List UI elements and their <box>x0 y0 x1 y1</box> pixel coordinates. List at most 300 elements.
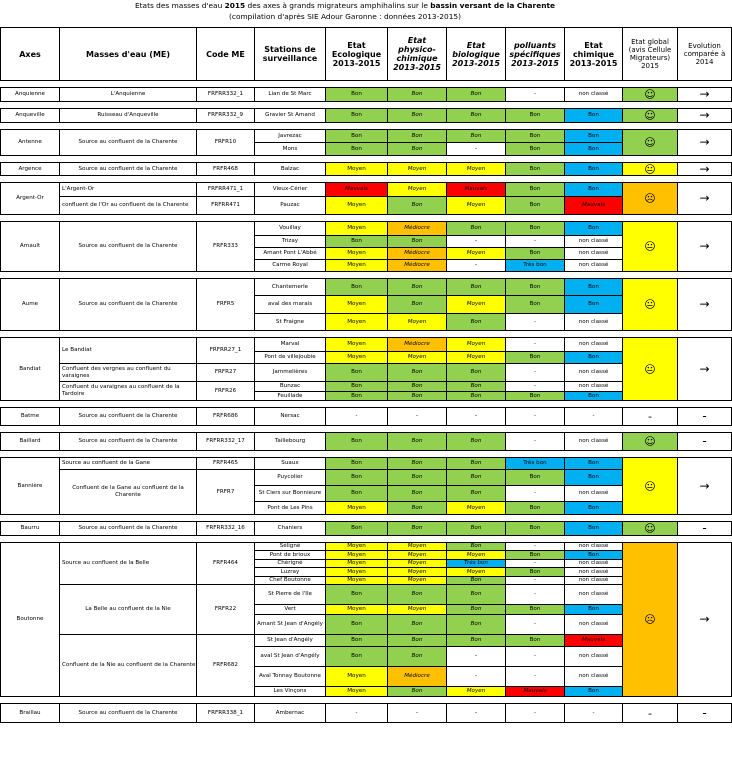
status-polluants: Très bon <box>506 458 565 470</box>
title-basin: bassin versant de la Charente <box>430 1 556 10</box>
status-physico: Moyen <box>388 568 447 577</box>
status-polluants: - <box>506 338 565 352</box>
station-name: Les Vinçons <box>255 687 326 697</box>
evolution-arrow-icon: → <box>678 163 732 176</box>
status-polluants: Mauvais <box>506 687 565 697</box>
status-chimique: non classé <box>565 260 623 272</box>
table-row <box>1 183 732 197</box>
station-name: Suaux <box>255 458 326 470</box>
status-chimique: Bon <box>565 296 623 314</box>
station-name: Gravier St Amand <box>255 109 326 123</box>
table-row <box>1 704 732 723</box>
status-chimique: Bon <box>565 222 623 236</box>
status-ecologique: Moyen <box>326 605 388 615</box>
status-biologique: Bon <box>447 486 506 502</box>
evolution-arrow-icon: - <box>678 433 732 451</box>
separator-cell <box>1 331 732 338</box>
status-biologique: - <box>447 704 506 723</box>
axe-cell: Bandiat <box>1 338 60 401</box>
header-ecologique: Etat Ecologique 2013-2015 <box>326 28 388 81</box>
status-ecologique: Moyen <box>326 502 388 515</box>
masse-eau-name: Le Bandiat <box>60 338 197 364</box>
masse-eau-name: Source au confluent de la Belle <box>60 543 197 585</box>
table-row <box>1 279 732 296</box>
station-name: Javrezac <box>255 130 326 143</box>
status-biologique: Moyen <box>447 296 506 314</box>
group-separator <box>1 156 732 163</box>
station-name: aval St Jean d'Angély <box>255 647 326 667</box>
status-physico: Moyen <box>388 577 447 585</box>
status-biologique: Très bon <box>447 560 506 568</box>
global-status-icon: 😐 <box>623 163 678 176</box>
group-separator <box>1 426 732 433</box>
station-name: Pont de brioux <box>255 551 326 560</box>
global-status-icon: ☺ <box>623 130 678 156</box>
status-chimique: non classé <box>565 314 623 331</box>
global-status-icon: ☺ <box>623 109 678 123</box>
status-polluants: - <box>506 408 565 426</box>
status-physico: Bon <box>388 635 447 647</box>
status-chimique: Bon <box>565 551 623 560</box>
table-row <box>1 382 732 392</box>
status-physico: Bon <box>388 687 447 697</box>
header-polluants: polluants spécifiques 2013-2015 <box>506 28 565 81</box>
status-polluants: - <box>506 585 565 605</box>
status-chimique: Mauvais <box>565 635 623 647</box>
station-name: Amant St Jean d'Angély <box>255 615 326 635</box>
status-physico: Moyen <box>388 163 447 176</box>
station-name: Vieux-Cérier <box>255 183 326 197</box>
status-ecologique: Bon <box>326 470 388 486</box>
header-axes: Axes <box>1 28 60 81</box>
status-physico: Bon <box>388 458 447 470</box>
status-ecologique: Bon <box>326 382 388 392</box>
status-polluants: Bon <box>506 352 565 364</box>
status-polluants: Bon <box>506 605 565 615</box>
status-physico: Moyen <box>388 352 447 364</box>
status-ecologique: Bon <box>326 236 388 248</box>
table-row <box>1 522 732 536</box>
separator-cell <box>1 401 732 408</box>
status-polluants: - <box>506 667 565 687</box>
masse-eau-code: FRFRR332_1 <box>197 88 255 102</box>
status-chimique: Bon <box>565 470 623 486</box>
status-ecologique: - <box>326 408 388 426</box>
status-chimique: Bon <box>565 522 623 536</box>
status-chimique: non classé <box>565 364 623 382</box>
status-polluants: - <box>506 433 565 451</box>
status-ecologique: Bon <box>326 109 388 123</box>
status-biologique: - <box>447 667 506 687</box>
station-name: Puycolier <box>255 470 326 486</box>
status-biologique: Moyen <box>447 568 506 577</box>
status-chimique: non classé <box>565 667 623 687</box>
status-physico: Médiocre <box>388 222 447 236</box>
masse-eau-code: FRFRR338_1 <box>197 704 255 723</box>
status-ecologique: Bon <box>326 88 388 102</box>
status-biologique: Bon <box>447 577 506 585</box>
global-status-icon: ☹ <box>623 183 678 215</box>
axe-cell: Anquienne <box>1 88 60 102</box>
status-biologique: - <box>447 647 506 667</box>
status-ecologique: Bon <box>326 433 388 451</box>
status-polluants: - <box>506 364 565 382</box>
group-separator <box>1 123 732 130</box>
status-ecologique: Moyen <box>326 568 388 577</box>
masse-eau-name: L'Argent-Or <box>60 183 197 197</box>
status-ecologique: Moyen <box>326 543 388 551</box>
station-name: Chérigné <box>255 560 326 568</box>
status-physico: Bon <box>388 392 447 401</box>
table-row <box>1 197 732 215</box>
status-ecologique: Moyen <box>326 338 388 352</box>
masse-eau-name: Source au confluent de la Charente <box>60 433 197 451</box>
masse-eau-code: FRFR333 <box>197 222 255 272</box>
group-separator <box>1 331 732 338</box>
masse-eau-name: Source au confluent de la Charente <box>60 704 197 723</box>
station-name: Nersac <box>255 408 326 426</box>
status-ecologique: Bon <box>326 143 388 156</box>
evolution-arrow-icon: → <box>678 109 732 123</box>
status-biologique: Bon <box>447 130 506 143</box>
table-row <box>1 338 732 352</box>
masse-eau-name: Source au confluent de la Charente <box>60 522 197 536</box>
status-polluants: - <box>506 382 565 392</box>
status-biologique: - <box>447 408 506 426</box>
status-biologique: Moyen <box>447 551 506 560</box>
masse-eau-name: La Belle au confluent de la Nie <box>60 585 197 635</box>
header-evolution: Evolution comparée à 2014 <box>678 28 732 81</box>
masse-eau-code: FRFR465 <box>197 458 255 470</box>
masse-eau-code: FRFRR332_9 <box>197 109 255 123</box>
status-physico: Bon <box>388 197 447 215</box>
evolution-arrow-icon: → <box>678 88 732 102</box>
status-biologique: - <box>447 143 506 156</box>
station-name: Séligné <box>255 543 326 551</box>
title-subtitle: (compilation d'après SIE Adour Garonne : données 2013-2015) <box>229 12 461 21</box>
masse-eau-name: Source au confluent de la Charente <box>60 222 197 272</box>
status-physico: Bon <box>388 130 447 143</box>
station-name: Aval Tonnay Boutonne <box>255 667 326 687</box>
station-name: St Jean d'Angély <box>255 635 326 647</box>
header-global: Etat global (avis Cellule Migrateurs) 2015 <box>623 28 678 81</box>
status-polluants: Bon <box>506 635 565 647</box>
global-status-icon: - <box>623 704 678 723</box>
table-row <box>1 543 732 551</box>
masse-eau-name: confluent de l'Or au confluent de la Charente <box>60 197 197 215</box>
station-name: St Ciers sur Bonnieure <box>255 486 326 502</box>
masse-eau-code: FRFR682 <box>197 635 255 697</box>
status-polluants: - <box>506 615 565 635</box>
status-biologique: Moyen <box>447 502 506 515</box>
header-row <box>1 28 732 81</box>
masse-eau-code: FRFR22 <box>197 585 255 635</box>
axe-cell: Arnault <box>1 222 60 272</box>
header-physico: Etat physico-chimique 2013-2015 <box>388 28 447 81</box>
group-separator <box>1 272 732 279</box>
status-biologique: Bon <box>447 364 506 382</box>
table-row <box>1 109 732 123</box>
status-chimique: Bon <box>565 130 623 143</box>
status-chimique: - <box>565 704 623 723</box>
status-polluants: Bon <box>506 470 565 486</box>
status-ecologique: Bon <box>326 647 388 667</box>
status-physico: Bon <box>388 486 447 502</box>
status-chimique: non classé <box>565 486 623 502</box>
status-ecologique: Bon <box>326 615 388 635</box>
separator-cell <box>1 81 732 88</box>
status-ecologique: Bon <box>326 130 388 143</box>
status-polluants: Bon <box>506 248 565 260</box>
status-biologique: Bon <box>447 222 506 236</box>
status-physico: Bon <box>388 109 447 123</box>
masse-eau-code: FRFR5 <box>197 279 255 331</box>
title-part: Etats des masses d'eau <box>134 1 225 10</box>
status-chimique: non classé <box>565 338 623 352</box>
station-name: Carme Royal <box>255 260 326 272</box>
masse-eau-code: FRFRR332_17 <box>197 433 255 451</box>
status-physico: Bon <box>388 502 447 515</box>
status-physico: Bon <box>388 236 447 248</box>
station-name: Trizay <box>255 236 326 248</box>
status-physico: Bon <box>388 296 447 314</box>
global-status-icon: ☺ <box>623 433 678 451</box>
status-biologique: - <box>447 236 506 248</box>
evolution-arrow-icon: → <box>678 130 732 156</box>
status-physico: - <box>388 408 447 426</box>
status-polluants: - <box>506 314 565 331</box>
masse-eau-name: Confluent de la Gane au confluent de la Charente <box>60 470 197 515</box>
group-separator <box>1 697 732 704</box>
station-name: Jammelières <box>255 364 326 382</box>
evolution-arrow-icon: → <box>678 543 732 697</box>
evolution-arrow-icon: - <box>678 522 732 536</box>
masse-eau-name: Confluent du varaignes au confluent de la Tardoire <box>60 382 197 401</box>
status-chimique: Bon <box>565 109 623 123</box>
status-biologique: Mauvais <box>447 183 506 197</box>
status-biologique: Bon <box>447 635 506 647</box>
status-chimique: Bon <box>565 502 623 515</box>
status-physico: Bon <box>388 143 447 156</box>
status-polluants: Bon <box>506 197 565 215</box>
separator-cell <box>1 536 732 543</box>
status-ecologique: Bon <box>326 486 388 502</box>
masse-eau-name: L'Anquienne <box>60 88 197 102</box>
status-physico: Moyen <box>388 314 447 331</box>
axe-cell: Argent-Or <box>1 183 60 215</box>
status-physico: Médiocre <box>388 248 447 260</box>
table-row <box>1 222 732 236</box>
masse-eau-code: FRFRR471_1 <box>197 183 255 197</box>
axe-cell: Baillard <box>1 433 60 451</box>
masse-eau-name: Source au confluent de la Gane <box>60 458 197 470</box>
station-name: Pont de villejoubie <box>255 352 326 364</box>
masse-eau-name: Confluent des vergnes au confluent du varaignes <box>60 364 197 382</box>
status-ecologique: Bon <box>326 279 388 296</box>
separator-cell <box>1 102 732 109</box>
status-ecologique: Moyen <box>326 296 388 314</box>
station-name: Marval <box>255 338 326 352</box>
status-polluants: Très bon <box>506 260 565 272</box>
status-chimique: non classé <box>565 236 623 248</box>
status-biologique: Bon <box>447 279 506 296</box>
status-table <box>0 27 732 723</box>
status-physico: Moyen <box>388 183 447 197</box>
status-polluants: Bon <box>506 183 565 197</box>
status-polluants: - <box>506 543 565 551</box>
table-row <box>1 635 732 647</box>
status-chimique: Bon <box>565 279 623 296</box>
status-ecologique: Moyen <box>326 163 388 176</box>
table-row <box>1 88 732 102</box>
masse-eau-code: FRFRR27_1 <box>197 338 255 364</box>
status-ecologique: - <box>326 704 388 723</box>
global-status-icon: 😐 <box>623 338 678 401</box>
status-chimique: Bon <box>565 163 623 176</box>
status-polluants: Bon <box>506 502 565 515</box>
station-name: Lian de St Marc <box>255 88 326 102</box>
separator-cell <box>1 215 732 222</box>
separator-cell <box>1 123 732 130</box>
status-chimique: Bon <box>565 458 623 470</box>
table-row <box>1 163 732 176</box>
header-masses: Masses d'eau (ME) <box>60 28 197 81</box>
status-polluants: - <box>506 647 565 667</box>
status-biologique: Moyen <box>447 352 506 364</box>
axe-cell: Batme <box>1 408 60 426</box>
status-physico: Moyen <box>388 605 447 615</box>
title-year: 2015 <box>224 1 246 10</box>
global-status-icon: ☹ <box>623 543 678 697</box>
status-ecologique: Moyen <box>326 197 388 215</box>
masse-eau-code: FRFR686 <box>197 408 255 426</box>
status-biologique: Moyen <box>447 197 506 215</box>
status-chimique: non classé <box>565 433 623 451</box>
header-biologique: Etat biologique 2013-2015 <box>447 28 506 81</box>
separator-cell <box>1 451 732 458</box>
evolution-arrow-icon: → <box>678 458 732 515</box>
status-biologique: Bon <box>447 615 506 635</box>
evolution-arrow-icon: - <box>678 704 732 723</box>
status-polluants: Bon <box>506 551 565 560</box>
station-name: Bunzac <box>255 382 326 392</box>
status-polluants: Bon <box>506 163 565 176</box>
station-name: Vert <box>255 605 326 615</box>
separator-cell <box>1 156 732 163</box>
status-biologique: Bon <box>447 109 506 123</box>
station-name: Pont de Les Pins <box>255 502 326 515</box>
evolution-arrow-icon: → <box>678 222 732 272</box>
status-polluants: Bon <box>506 392 565 401</box>
status-chimique: Bon <box>565 392 623 401</box>
station-name: Luzray <box>255 568 326 577</box>
status-chimique: Mauvais <box>565 197 623 215</box>
separator-cell <box>1 697 732 704</box>
status-chimique: Bon <box>565 687 623 697</box>
status-physico: Bon <box>388 433 447 451</box>
station-name: St Fraigne <box>255 314 326 331</box>
status-biologique: Moyen <box>447 687 506 697</box>
status-biologique: Moyen <box>447 338 506 352</box>
status-polluants: - <box>506 88 565 102</box>
status-physico: Médiocre <box>388 667 447 687</box>
status-chimique: non classé <box>565 577 623 585</box>
status-polluants: - <box>506 560 565 568</box>
header-chimique: Etat chimique 2013-2015 <box>565 28 623 81</box>
table-row <box>1 433 732 451</box>
station-name: Chantemerle <box>255 279 326 296</box>
axe-cell: Antenne <box>1 130 60 156</box>
status-physico: Moyen <box>388 551 447 560</box>
header-stations: Stations de surveillance <box>255 28 326 81</box>
station-name: Chaniers <box>255 522 326 536</box>
status-ecologique: Moyen <box>326 260 388 272</box>
status-physico: Bon <box>388 522 447 536</box>
table-row <box>1 470 732 486</box>
status-ecologique: Moyen <box>326 314 388 331</box>
global-status-icon: ☺ <box>623 522 678 536</box>
station-name: Vouillay <box>255 222 326 236</box>
status-physico: Bon <box>388 647 447 667</box>
group-separator <box>1 515 732 522</box>
status-polluants: Bon <box>506 279 565 296</box>
status-chimique: Bon <box>565 605 623 615</box>
status-ecologique: Bon <box>326 585 388 605</box>
global-status-icon: 😐 <box>623 222 678 272</box>
status-ecologique: Moyen <box>326 352 388 364</box>
masse-eau-name: Ruisseau d'Anqueville <box>60 109 197 123</box>
status-ecologique: Moyen <box>326 551 388 560</box>
status-biologique: - <box>447 260 506 272</box>
status-ecologique: Bon <box>326 522 388 536</box>
status-physico: Bon <box>388 470 447 486</box>
global-status-icon: - <box>623 408 678 426</box>
status-chimique: non classé <box>565 248 623 260</box>
masse-eau-name: Source au confluent de la Charente <box>60 408 197 426</box>
status-chimique: non classé <box>565 560 623 568</box>
status-chimique: Bon <box>565 183 623 197</box>
masse-eau-name: Confluent de la Nie au confluent de la Charente <box>60 635 197 697</box>
status-polluants: - <box>506 236 565 248</box>
masse-eau-name: Source au confluent de la Charente <box>60 130 197 156</box>
status-physico: Bon <box>388 585 447 605</box>
status-physico: Bon <box>388 364 447 382</box>
status-polluants: Bon <box>506 568 565 577</box>
separator-cell <box>1 272 732 279</box>
evolution-arrow-icon: → <box>678 183 732 215</box>
status-ecologique: Moyen <box>326 687 388 697</box>
masse-eau-code: FRFR468 <box>197 163 255 176</box>
status-biologique: Bon <box>447 433 506 451</box>
separator-cell <box>1 176 732 183</box>
status-chimique: non classé <box>565 647 623 667</box>
status-ecologique: Moyen <box>326 248 388 260</box>
global-status-icon: ☺ <box>623 88 678 102</box>
station-name: Feuillade <box>255 392 326 401</box>
status-chimique: Bon <box>565 352 623 364</box>
title-part: des axes à grands migrateurs amphihalins sur le <box>245 1 431 10</box>
status-polluants: - <box>506 486 565 502</box>
status-chimique: - <box>565 408 623 426</box>
axe-cell: Braillau <box>1 704 60 723</box>
status-ecologique: Bon <box>326 458 388 470</box>
status-polluants: Bon <box>506 522 565 536</box>
status-chimique: non classé <box>565 585 623 605</box>
status-ecologique: Bon <box>326 364 388 382</box>
page-title <box>60 0 630 26</box>
status-biologique: Moyen <box>447 248 506 260</box>
group-separator <box>1 81 732 88</box>
